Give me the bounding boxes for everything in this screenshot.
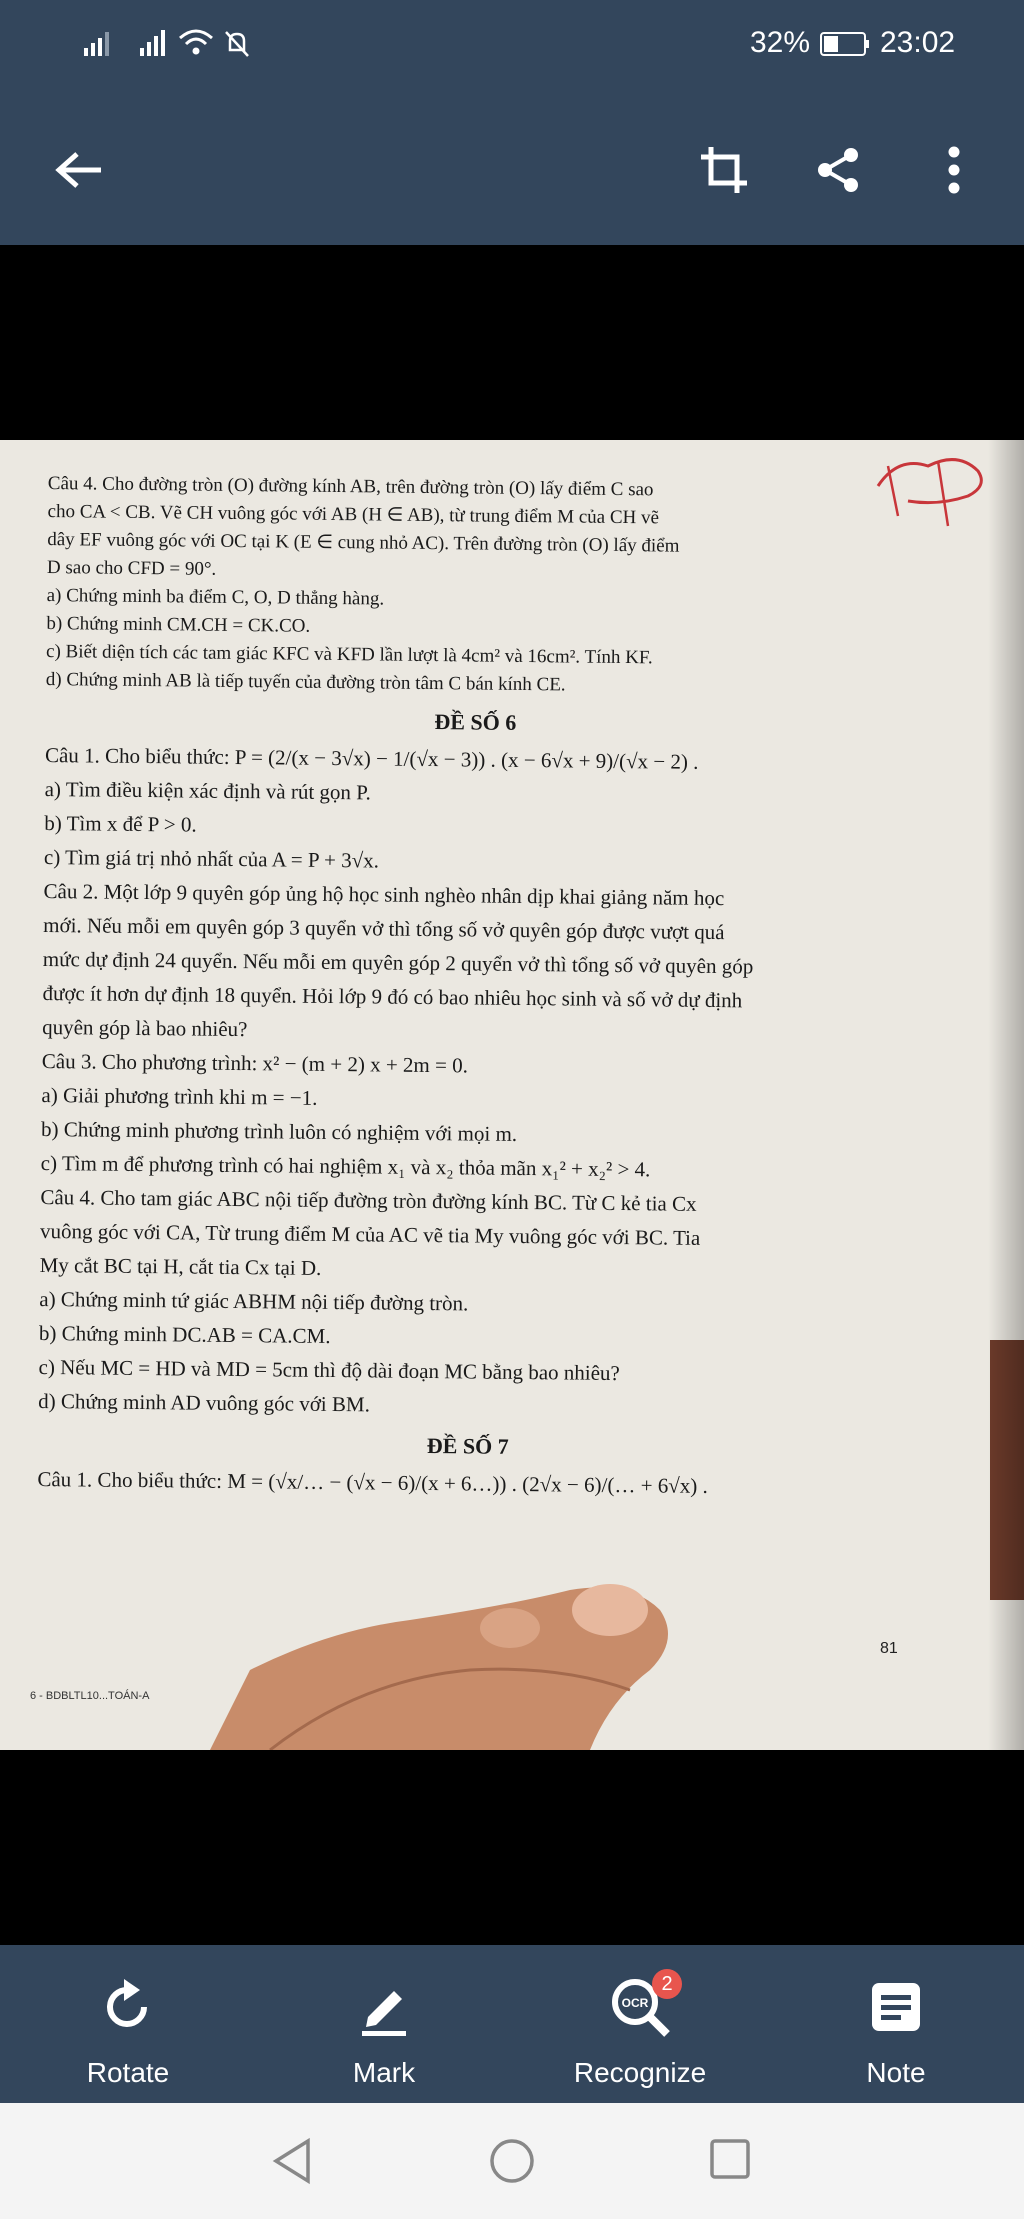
- document-text: [37, 470, 908, 1505]
- text-line: Câu 1. Cho biểu thức: P = (2/(x − 3√x) − 1/(√x − 3)) . (x − 6√x + 9)/(√x − 2) .: [44, 742, 699, 774]
- battery-icon: [820, 32, 870, 56]
- bell-off-icon: [222, 28, 252, 58]
- text-line: D sao cho CFD = 90°.: [46, 556, 217, 580]
- text-line: b) Chứng minh CM.CH = CK.CO.: [46, 612, 311, 637]
- back-triangle-icon[interactable]: [270, 2137, 314, 2185]
- rotate-label: Rotate: [86, 2057, 170, 2088]
- text-line: c) Tìm m để phương trình có hai nghiệm x₁ và x₂ thỏa mãn x₁² + x₂² > 4.: [40, 1150, 651, 1182]
- de6-block: [38, 738, 905, 1427]
- text-line: a) Tìm điều kiện xác định và rút gọn P.: [44, 776, 371, 805]
- share-button[interactable]: [808, 140, 868, 200]
- text-line: vuông góc với CA, Từ trung điểm M của AC vẽ tia My vuông góc với BC. Tia: [39, 1218, 701, 1250]
- page-number: 81: [880, 1640, 898, 1657]
- text-line: c) Tìm giá trị nhỏ nhất của A = P + 3√x.: [43, 844, 380, 873]
- text-line: c) Biết diện tích các tam giác KFC và KFD lần lượt là 4cm² và 16cm². Tính KF.: [45, 640, 653, 669]
- section-heading-6: ĐỀ SỐ 6: [434, 709, 517, 735]
- home-circle-icon[interactable]: [488, 2137, 536, 2185]
- system-nav-bar: [0, 2103, 1024, 2219]
- text-line: Câu 4. Cho tam giác ABC nội tiếp đường tròn đường kính BC. Từ C kẻ tia Cx: [40, 1184, 697, 1216]
- crop-icon: [699, 145, 749, 195]
- battery-percentage: 32%: [750, 26, 811, 59]
- text-line: cho CA < CB. Vẽ CH vuông góc với AB (H ∈ AB), từ trung điểm M của CH vẽ: [47, 500, 660, 529]
- page-footer: 6 - BDBLTL10...TOÁN-A: [30, 1690, 150, 1702]
- notification-badge: 2: [652, 1969, 682, 1999]
- section-heading-7: ĐỀ SỐ 7: [426, 1433, 509, 1459]
- mark-button[interactable]: [284, 1975, 484, 2089]
- text-line: quyên góp là bao nhiêu?: [42, 1014, 248, 1042]
- text-line: a) Chứng minh ba điểm C, O, D thẳng hàng.: [46, 584, 385, 610]
- rotate-button[interactable]: [28, 1975, 228, 2089]
- bottom-action-bar: [0, 1945, 1024, 2103]
- document-photo[interactable]: [0, 440, 1024, 1750]
- text-line: Câu 3. Cho phương trình: x² − (m + 2) x + 2m = 0.: [41, 1048, 469, 1078]
- back-button[interactable]: [50, 140, 110, 200]
- page-shadow: [988, 440, 1024, 1750]
- text-line: mới. Nếu mỗi em quyên góp 3 quyển vở thì tổng số vở quyên góp được vượt quá: [43, 912, 725, 945]
- text-line: d) Chứng minh AD vuông góc với BM.: [38, 1388, 371, 1417]
- note-button[interactable]: [796, 1975, 996, 2089]
- mark-pen-icon: [354, 1977, 414, 2037]
- text-line: b) Chứng minh phương trình luôn có nghiệm với mọi m.: [40, 1116, 518, 1146]
- text-line: My cắt BC tại H, cắt tia Cx tại D.: [39, 1252, 322, 1280]
- clock: 23:02: [880, 26, 956, 59]
- crop-button[interactable]: [694, 140, 754, 200]
- text-line: d) Chứng minh AB là tiếp tuyến của đường tròn tâm C bán kính CE.: [45, 668, 566, 696]
- text-line: Câu 1. Cho biểu thức: M = (√x/… − (√x − 6)/(x + 6…)) . (2√x − 6)/(… + 6√x) .: [37, 1466, 708, 1498]
- signal-icon: [84, 30, 114, 56]
- back-arrow-icon: [55, 150, 105, 190]
- text-line: b) Tìm x để P > 0.: [44, 810, 197, 837]
- status-bar: [0, 0, 1024, 90]
- text-line: Câu 4. Cho đường tròn (O) đường kính AB, trên đường tròn (O) lấy điểm C sao: [47, 472, 654, 501]
- more-vert-icon: [946, 145, 962, 195]
- text-line: được ít hơn dự định 18 quyển. Hỏi lớp 9 đó có bao nhiêu học sinh và số vở dự định: [42, 980, 743, 1013]
- svg-text:OCR: OCR: [621, 1996, 649, 2010]
- text-line: c) Nếu MC = HD và MD = 5cm thì độ dài đoạn MC bằng bao nhiêu?: [38, 1354, 620, 1386]
- q4-block: [46, 470, 908, 703]
- toolbar: [0, 90, 1024, 245]
- recognize-button[interactable]: [540, 1975, 740, 2089]
- recents-square-icon[interactable]: [708, 2137, 752, 2181]
- text-line: dây EF vuông góc với OC tại K (E ∈ cung nhỏ AC). Trên đường tròn (O) lấy điểm: [47, 528, 680, 557]
- recognize-label: Recognize: [573, 2057, 707, 2088]
- text-line: b) Chứng minh DC.AB = CA.CM.: [38, 1320, 331, 1349]
- text-line: Câu 2. Một lớp 9 quyên góp ủng hộ học sinh nghèo nhân dịp khai giảng năm học: [43, 878, 725, 911]
- more-button[interactable]: [924, 140, 984, 200]
- wifi-icon: [178, 28, 214, 56]
- note-label: Note: [866, 2057, 926, 2088]
- share-icon: [813, 145, 863, 195]
- mark-label: Mark: [352, 2057, 416, 2088]
- rotate-icon: [98, 1977, 158, 2037]
- note-icon: [868, 1979, 924, 2035]
- text-line: mức dự định 24 quyển. Nếu mỗi em quyên góp 2 quyển vở thì tổng số vở quyên góp: [42, 946, 754, 979]
- text-line: a) Chứng minh tứ giác ABHM nội tiếp đường tròn.: [39, 1286, 469, 1316]
- text-line: a) Giải phương trình khi m = −1.: [41, 1082, 318, 1110]
- signal-icon: [140, 28, 174, 56]
- finger-photo: [210, 1550, 730, 1750]
